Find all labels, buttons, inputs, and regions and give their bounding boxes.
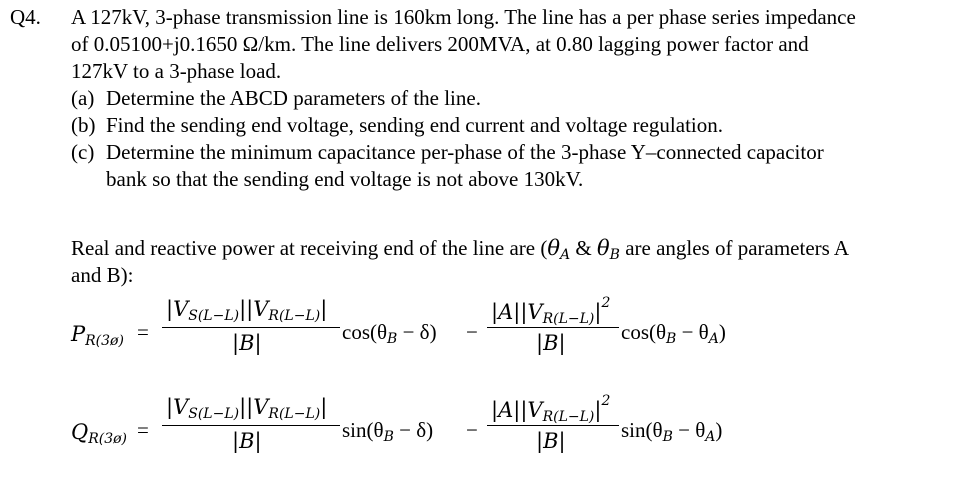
intro-line-3: 127kV to a 3-phase load.	[71, 59, 282, 83]
q-frac2-numerator: $|A||V_{R(L-L)}|^2$	[491, 393, 611, 425]
q-frac1-bar	[162, 425, 340, 426]
p-frac2-denominator: |B|	[536, 331, 566, 355]
part-b-label: (b)	[71, 113, 96, 137]
part-a-label: (a)	[71, 86, 95, 110]
note-amp: &	[570, 236, 597, 260]
intro-line-2: of 0.05100+j0.1650 Ω/km. The line delivers 200MVA, at 0.80 lagging power factor and	[71, 32, 809, 56]
part-c-text: Determine the minimum capacitance per-phase of the 3-phase Y–connected capacitor	[106, 140, 824, 164]
note-post: are angles of parameters A	[619, 236, 850, 260]
q-equals: =	[137, 418, 149, 442]
q-sin1: $\sin(\theta_B - \delta)$	[342, 418, 434, 445]
question-number: Q4.	[10, 5, 41, 29]
p-cos2: $\cos(\theta_B - \theta_A)$	[621, 320, 726, 347]
theta-a-subscript: A	[560, 247, 571, 263]
p-cos1: $\cos(\theta_B - \delta)$	[342, 320, 437, 347]
p-frac1-bar	[162, 327, 340, 328]
p-symbol: P	[71, 322, 86, 346]
q-frac2-bar	[487, 425, 619, 426]
q-frac1-numerator: $|V_{S(L-L)}||V_{R(L-L)}|$	[166, 395, 328, 422]
note-line-1	[71, 235, 849, 269]
theta-b-subscript: B	[609, 247, 620, 263]
part-b-text: Find the sending end voltage, sending end current and voltage regulation.	[106, 113, 724, 137]
q-minus: −	[466, 418, 478, 442]
q-sin2: $\sin(\theta_B - \theta_A)$	[621, 418, 723, 445]
note-line-2: and B):	[71, 263, 134, 287]
p-frac2-bar	[487, 327, 619, 328]
p-equals: =	[137, 320, 149, 344]
theta-b-symbol: θ	[596, 236, 610, 260]
part-c-label: (c)	[71, 140, 95, 164]
note-pre: Real and reactive power at receiving end of the line are (	[71, 236, 548, 260]
p-frac2-numerator: $|A||V_{R(L-L)}|^2$	[491, 295, 611, 327]
p-minus: −	[466, 320, 478, 344]
part-a-text: Determine the ABCD parameters of the line.	[106, 86, 481, 110]
p-frac1-numerator: $|V_{S(L-L)}||V_{R(L-L)}|$	[166, 297, 328, 324]
p-frac1-denominator: |B|	[232, 331, 262, 355]
intro-line-1: A 127kV, 3-phase transmission line is 160km long. The line has a per phase series impedance	[71, 5, 856, 29]
q-frac2-denominator: |B|	[536, 429, 566, 453]
p-lhs	[71, 322, 124, 349]
theta-a-symbol: θ	[547, 236, 561, 260]
q-frac1-denominator: |B|	[232, 429, 262, 453]
q-subscript: R(3ø)	[88, 431, 128, 447]
q-lhs	[71, 420, 127, 447]
q-symbol: Q	[71, 420, 89, 444]
part-c-continuation: bank so that the sending end voltage is not above 130kV.	[106, 167, 584, 191]
p-subscript: R(3ø)	[85, 333, 124, 349]
